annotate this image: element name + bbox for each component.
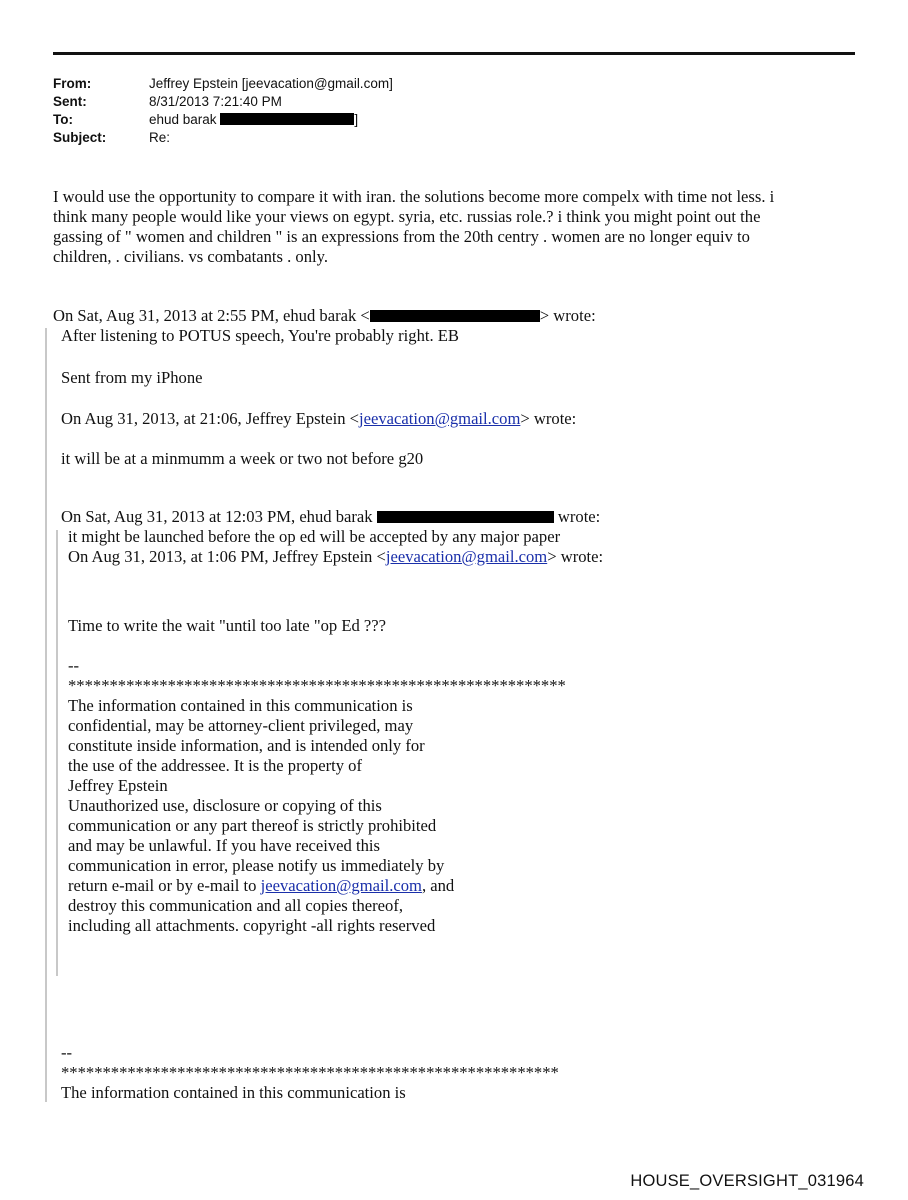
email-link[interactable]: jeevacation@gmail.com	[260, 876, 422, 895]
signature-stars: ************************************************************	[68, 676, 566, 695]
disclaimer-line: Jeffrey Epstein	[68, 776, 168, 795]
redaction-bar	[220, 113, 354, 125]
quote-header-2	[61, 409, 576, 429]
quote-header-3-text: On Sat, Aug 31, 2013 at 12:03 PM, ehud barak	[61, 507, 373, 526]
quote-header-3	[61, 507, 600, 527]
quote-header-4-end: > wrote:	[547, 547, 604, 566]
signature-stars: ************************************************************	[61, 1063, 559, 1082]
body-line: children, . civilians. vs combatants . only.	[53, 247, 328, 266]
quote-2-text: it will be at a minmumm a week or two not before g20	[61, 449, 424, 468]
disclaimer-line: The information contained in this communication is	[68, 696, 413, 715]
signature-dashes: --	[61, 1043, 73, 1062]
signature-dashes: --	[68, 656, 80, 675]
disclaimer-email-line	[68, 876, 566, 896]
quote-bar-inner	[56, 530, 58, 976]
quote-header-3-end: wrote:	[557, 507, 601, 526]
sent-value: 8/31/2013 7:21:40 PM	[149, 94, 282, 109]
subject-value: Re:	[149, 130, 171, 145]
to-value	[149, 111, 358, 129]
quote-header-2-end: > wrote:	[520, 409, 577, 428]
to-label: To:	[53, 112, 73, 127]
redaction-bar	[370, 310, 540, 322]
disclaimer-line: destroy this communication and all copies thereof,	[68, 896, 404, 915]
disclaimer-line: including all attachments. copyright -all rights reserved	[68, 916, 436, 935]
redaction-bar	[377, 511, 554, 523]
disclaimer-line: confidential, may be attorney-client privileged, may	[68, 716, 414, 735]
disclaimer-2	[61, 1043, 559, 1103]
top-rule	[53, 52, 855, 55]
from-value: Jeffrey Epstein [jeevacation@gmail.com]	[149, 76, 393, 91]
quote-1-text: After listening to POTUS speech, You're probably right. EB	[61, 326, 459, 345]
body-line: gassing of " women and children " is an expressions from the 20th centry . women are no longer equiv to	[53, 227, 750, 246]
disclaimer	[68, 656, 566, 936]
email-link[interactable]: jeevacation@gmail.com	[385, 547, 548, 566]
disclaimer-line: Unauthorized use, disclosure or copying of this	[68, 796, 382, 815]
disclaimer-line: communication in error, please notify us immediately by	[68, 856, 445, 875]
disclaimer-line: communication or any part thereof is strictly prohibited	[68, 816, 437, 835]
disclaimer-line: constitute inside information, and is intended only for	[68, 736, 425, 755]
quote-header-4	[68, 547, 603, 567]
disclaimer-line: The information contained in this communication is	[61, 1083, 406, 1102]
disclaimer-line: and may be unlawful. If you have received this	[68, 836, 380, 855]
quote-header-4-text: On Aug 31, 2013, at 1:06 PM, Jeffrey Epstein <	[68, 547, 386, 566]
subject-label: Subject:	[53, 130, 107, 145]
to-name: ehud barak	[149, 112, 217, 127]
from-label: From:	[53, 76, 92, 91]
body-line: I would use the opportunity to compare it with iran. the solutions become more compelx with time not less. i	[53, 187, 775, 206]
quote-header-2-text: On Aug 31, 2013, at 21:06, Jeffrey Epstein <	[61, 409, 360, 428]
bates-number: HOUSE_OVERSIGHT_031964	[630, 1172, 864, 1190]
quote-3-text: it might be launched before the op ed will be accepted by any major paper	[68, 527, 561, 546]
message-body	[53, 187, 774, 267]
disclaimer-email-post: , and	[421, 876, 455, 895]
sent-label: Sent:	[53, 94, 87, 109]
quote-header-1-text: On Sat, Aug 31, 2013 at 2:55 PM, ehud barak <	[53, 306, 370, 325]
body-line: think many people would like your views on egypt. syria, etc. russias role.? i think you might point out the	[53, 207, 761, 226]
quote-header-1-end: > wrote:	[539, 306, 596, 325]
quote-1-signature: Sent from my iPhone	[61, 368, 203, 387]
email-link[interactable]: jeevacation@gmail.com	[359, 409, 521, 428]
quote-bar	[45, 328, 47, 1102]
to-close: ]	[354, 112, 359, 127]
quote-header-1	[53, 306, 596, 326]
quote-4-text: Time to write the wait "until too late "op Ed ???	[68, 616, 387, 635]
disclaimer-email-pre: return e-mail or by e-mail to	[68, 876, 261, 895]
disclaimer-line: the use of the addressee. It is the property of	[68, 756, 362, 775]
